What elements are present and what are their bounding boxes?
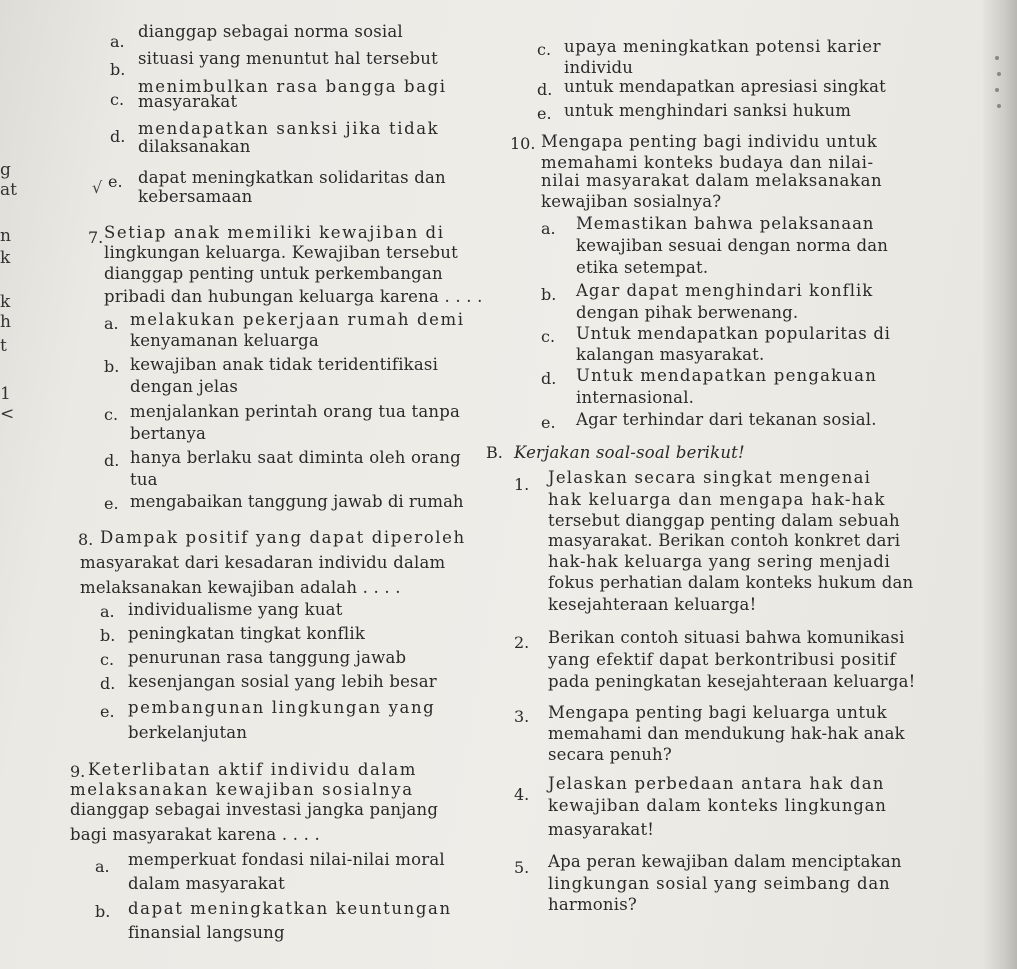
question-text: Dampak positif yang dapat diperoleh	[100, 528, 466, 547]
question-text: Jelaskan secara singkat mengenai	[548, 468, 872, 487]
question-text: pribadi dan hubungan keluarga karena . . . .	[104, 287, 483, 306]
option-b: Agar dapat menghindari konflik	[576, 281, 874, 300]
question-number: 4.	[514, 785, 530, 804]
question-text: dianggap penting untuk perkembangan	[104, 264, 443, 283]
option-c-cont: masyarakat	[138, 92, 238, 111]
option-d-cont: tua	[130, 470, 158, 489]
option-label: c.	[104, 405, 119, 424]
option-label: b.	[100, 626, 116, 645]
question-text: melaksanakan kewajiban sosialnya	[70, 780, 414, 799]
option-b: peningkatan tingkat konflik	[128, 624, 366, 643]
option-e: mengabaikan tanggung jawab di rumah	[130, 492, 464, 511]
option-a: melakukan pekerjaan rumah demi	[130, 310, 465, 329]
option-label: d.	[110, 127, 126, 146]
option-d-cont: internasional.	[576, 388, 695, 407]
option-a-cont: dalam masyarakat	[128, 874, 285, 893]
question-text: hak-hak keluarga yang sering menjadi	[548, 552, 891, 571]
question-number: 10.	[510, 134, 536, 153]
question-text: tersebut dianggap penting dalam sebuah	[548, 511, 900, 530]
option-d: mendapatkan sanksi jika tidak	[138, 119, 440, 138]
question-text: Mengapa penting bagi individu untuk	[541, 132, 878, 151]
question-text: masyarakat dari kesadaran individu dalam	[80, 553, 446, 572]
question-text: Apa peran kewajiban dalam menciptakan	[548, 852, 902, 871]
option-label: a.	[110, 32, 125, 51]
margin-fragment: <	[0, 404, 15, 424]
option-label: b.	[95, 902, 111, 921]
option-b: situasi yang menuntut hal tersebut	[138, 49, 438, 68]
question-text: nilai masyarakat dalam melaksanakan	[541, 171, 883, 190]
option-label: c.	[537, 40, 552, 59]
option-c: Untuk mendapatkan popularitas di	[576, 324, 891, 343]
option-label: a.	[100, 602, 115, 621]
option-label: e.	[100, 702, 115, 721]
binding-dot-icon	[995, 56, 999, 60]
option-label: c.	[541, 327, 556, 346]
question-number: 3.	[514, 707, 530, 726]
option-b: dapat meningkatkan keuntungan	[128, 899, 452, 918]
option-c-cont: bertanya	[130, 424, 207, 443]
option-label: d.	[100, 674, 116, 693]
question-number: 7.	[88, 228, 104, 247]
option-d: kesenjangan sosial yang lebih besar	[128, 672, 437, 691]
option-c: menjalankan perintah orang tua tanpa	[130, 402, 461, 421]
option-label: b.	[110, 60, 126, 79]
question-text: melaksanakan kewajiban adalah . . . .	[80, 578, 401, 597]
option-b-cont: finansial langsung	[128, 923, 285, 942]
question-number: 9.	[70, 762, 86, 781]
option-e: pembangunan lingkungan yang	[128, 698, 436, 717]
question-text: Jelaskan perbedaan antara hak dan	[548, 774, 885, 793]
question-number: 5.	[514, 858, 530, 877]
question-text: memahami konteks budaya dan nilai-	[541, 153, 874, 172]
margin-fragment: t	[0, 336, 7, 356]
option-label: e.	[537, 104, 552, 123]
question-text: yang efektif dapat berkontribusi positif	[548, 650, 897, 669]
question-text: Berikan contoh situasi bahwa komunikasi	[548, 628, 905, 647]
option-c-cont: individu	[564, 58, 634, 77]
option-b-cont: dengan jelas	[130, 377, 239, 396]
section-label: B.	[486, 443, 503, 462]
binding-dot-icon	[995, 88, 999, 92]
option-label: a.	[104, 314, 119, 333]
question-text: Keterlibatan aktif individu dalam	[88, 760, 418, 779]
option-label: c.	[110, 90, 125, 109]
option-c: penurunan rasa tanggung jawab	[128, 648, 407, 667]
question-text: hak keluarga dan mengapa hak-hak	[548, 490, 886, 509]
option-a-cont: etika setempat.	[576, 258, 709, 277]
binding-dot-icon	[997, 72, 1001, 76]
section-title: Kerjakan soal-soal berikut!	[514, 443, 745, 462]
option-d-cont: dilaksanakan	[138, 137, 251, 156]
margin-fragment: at	[0, 180, 17, 200]
option-label: d.	[541, 369, 557, 388]
margin-fragment: h	[0, 312, 11, 332]
option-label: b.	[541, 285, 557, 304]
page-edge-shadow	[983, 0, 1017, 969]
question-text: kesejahteraan keluarga!	[548, 595, 757, 614]
option-d: untuk mendapatkan apresiasi singkat	[564, 77, 886, 96]
option-label: d.	[537, 80, 553, 99]
option-d: Untuk mendapatkan pengakuan	[576, 366, 878, 385]
option-c: upaya meningkatkan potensi karier	[564, 37, 882, 56]
option-a-cont: kewajiban sesuai dengan norma dan	[576, 236, 889, 255]
question-text: lingkungan sosial yang seimbang dan	[548, 874, 891, 893]
question-text: memahami dan mendukung hak-hak anak	[548, 724, 905, 743]
option-e: untuk menghindari sanksi hukum	[564, 101, 852, 120]
question-text: bagi masyarakat karena . . . .	[70, 825, 320, 844]
margin-fragment: n	[0, 226, 11, 246]
option-a: memperkuat fondasi nilai-nilai moral	[128, 850, 445, 869]
option-label: e.	[104, 494, 119, 513]
option-e-cont: kebersamaan	[138, 187, 253, 206]
option-label: e.	[108, 172, 123, 191]
margin-fragment: k	[0, 292, 11, 312]
option-label: a.	[541, 219, 556, 238]
question-text: pada peningkatan kesejahteraan keluarga!	[548, 672, 916, 691]
question-text: lingkungan keluarga. Kewajiban tersebut	[104, 243, 458, 262]
option-label: e.	[541, 413, 556, 432]
question-text: dianggap sebagai investasi jangka panjang	[70, 800, 439, 819]
question-number: 1.	[514, 475, 530, 494]
question-text: masyarakat!	[548, 820, 655, 839]
option-e-cont: berkelanjutan	[128, 723, 248, 742]
option-c-cont: kalangan masyarakat.	[576, 345, 765, 364]
option-a: dianggap sebagai norma sosial	[138, 22, 403, 41]
question-text: Mengapa penting bagi keluarga untuk	[548, 703, 888, 722]
question-text: harmonis?	[548, 895, 637, 914]
question-text: kewajiban sosialnya?	[541, 192, 722, 211]
question-text: masyarakat. Berikan contoh konkret dari	[548, 531, 901, 550]
option-a: Memastikan bahwa pelaksanaan	[576, 214, 875, 233]
option-b: kewajiban anak tidak teridentifikasi	[130, 355, 439, 374]
check-mark-icon: √	[92, 178, 103, 197]
binding-dot-icon	[997, 104, 1001, 108]
question-number: 8.	[78, 530, 94, 549]
option-label: b.	[104, 357, 120, 376]
option-label: c.	[100, 650, 115, 669]
option-a-cont: kenyamanan keluarga	[130, 331, 319, 350]
option-c: menimbulkan rasa bangga bagi	[138, 77, 447, 96]
option-a: individualisme yang kuat	[128, 600, 343, 619]
question-number: 2.	[514, 633, 530, 652]
question-text: secara penuh?	[548, 745, 672, 764]
margin-fragment: k	[0, 248, 11, 268]
question-text: Setiap anak memiliki kewajiban di	[104, 223, 445, 242]
question-text: kewajiban dalam konteks lingkungan	[548, 796, 887, 815]
option-e: dapat meningkatkan solidaritas dan	[138, 168, 446, 187]
option-d: hanya berlaku saat diminta oleh orang	[130, 448, 461, 467]
option-label: a.	[95, 857, 110, 876]
option-b-cont: dengan pihak berwenang.	[576, 303, 799, 322]
question-text: fokus perhatian dalam konteks hukum dan	[548, 573, 914, 592]
margin-fragment: 1	[0, 384, 11, 404]
margin-fragment: g	[0, 160, 11, 180]
option-e: Agar terhindar dari tekanan sosial.	[576, 410, 877, 429]
option-label: d.	[104, 451, 120, 470]
